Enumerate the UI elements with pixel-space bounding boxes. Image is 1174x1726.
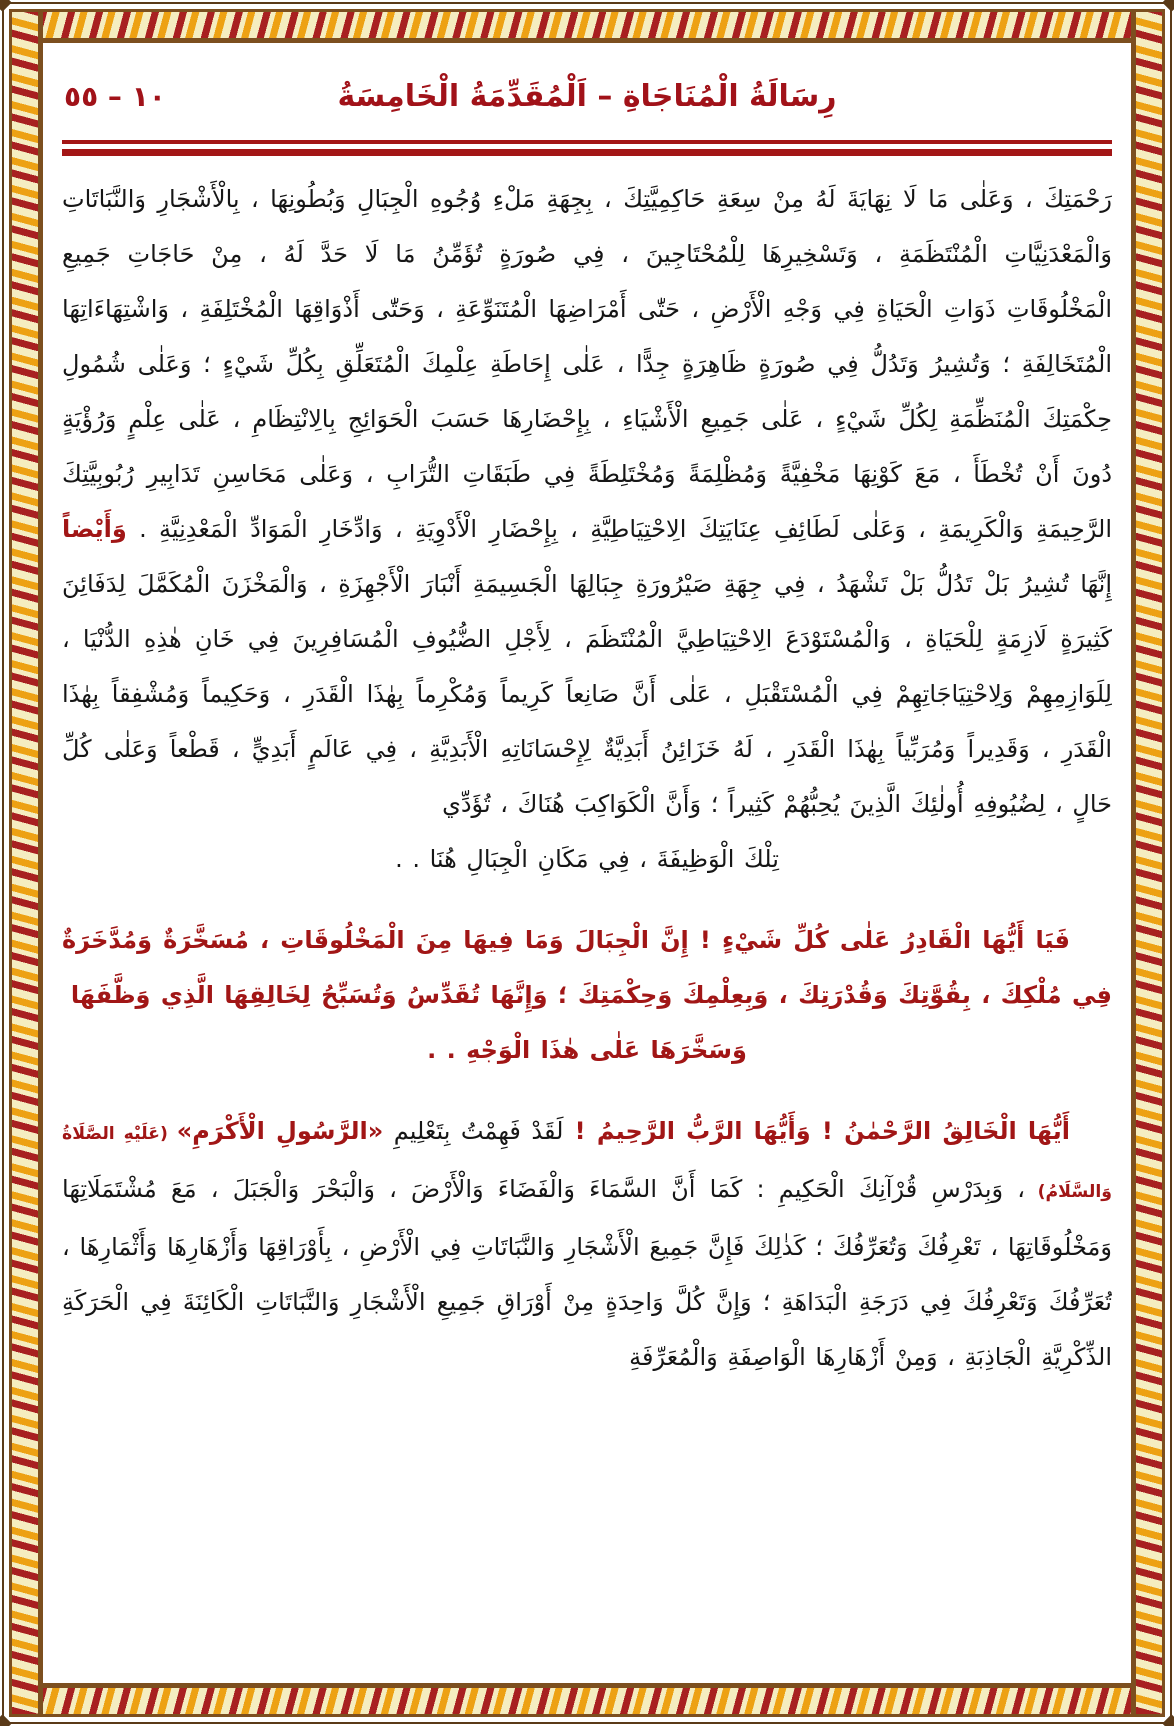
text-segment: وَسَخَّرَهَا عَلٰى هٰذَا الْوَجْهِ . . [427, 1036, 747, 1064]
paragraph-address-to-creator [62, 1104, 1112, 1385]
text-segment: وَأَيْضاً [62, 515, 127, 543]
text-segment: إِنَّهَا تُشِيرُ بَلْ تَدُلُّ بَلْ تَشْهَدُ ، فِي جِهَةِ صَيْرُورَةِ جِبَالِهَا الْجَسِيمَةِ أَنْبَارَ الْأَجْهِزَةِ ، وَالْمَخْزَنَ الْمُكَمَّلَ لِدَفَائِنَ كَثِيرَةٍ لَازِمَةٍ لِلْحَيَاةِ ، وَالْمُسْتَوْدَعَ الِاحْتِيَاطِيَّ الْمُنْتَظَمَ ، لِأَجْلِ الضُّيُوفِ الْمُسَافِرِينَ فِي خَانِ هٰذِهِ الدُّنْيَا ، لِلَوَازِمِهِمْ وَلِاحْتِيَاجَاتِهِمْ فِي الْمُسْتَقْبَلِ ، عَلٰى أَنَّ صَانِعاً كَرِيماً وَمُكْرِماً بِهٰذَا الْقَدَرِ ، وَحَكِيماً وَمُشْفِقاً بِهٰذَا الْقَدَرِ ، وَقَدِيراً وَمُرَبِّياً بِهٰذَا الْقَدَرِ ، لَهُ خَزَائِنُ أَبَدِيَّةٌ لِإِحْسَانَاتِهِ الْأَبَدِيَّةِ ، فِي عَالَمٍ أَبَدِيٍّ ، قَطْعاً وَعَلٰى كُلِّ حَالٍ ، لِضُيُوفِهِ أُولٰئِكَ الَّذِينَ يُحِبُّهُمْ كَثِيراً ؛ وَأَنَّ الْكَوَاكِبَ هُنَاكَ ، تُؤَدِّي [62, 570, 1112, 818]
page-number: ١٠ – ٥٥ [64, 80, 166, 113]
text-segment: «الرَّسُولِ الْأَكْرَمِ» [176, 1117, 384, 1145]
paragraph-opening-tail [62, 832, 1112, 887]
ornamental-border-right [1131, 9, 1165, 1717]
text-segment: رَحْمَتِكَ ، وَعَلٰى مَا لَا نِهَايَةَ لَهُ مِنْ سِعَةِ حَاكِمِيَّتِكَ ، بِجِهَةِ مَلْءِ وُجُوهِ الْجِبَالِ وَبُطُونِهَا ، بِالْأَشْجَارِ وَالنَّبَاتَاتِ وَالْمَعْدَنِيَّاتِ الْمُنْتَظَمَةِ ، وَتَسْخِيرِهَا لِلْمُحْتَاجِينَ ، فِي صُورَةٍ تُؤَمِّنُ مَا لَا حَدَّ لَهُ ، مِنْ حَاجَاتِ جَمِيعِ الْمَخْلُوقَاتِ ذَوَاتِ الْحَيَاةِ فِي وَجْهِ الْأَرْضِ ، حَتّٰى أَمْرَاضِهَا الْمُتَنَوِّعَةِ ، وَحَتّٰى أَذْوَاقِهَا الْمُخْتَلِفَةِ ، وَاشْتِهَاءَاتِهَا الْمُتَخَالِفَةِ ؛ وَتُشِيرُ وَتَدُلُّ فِي صُورَةٍ ظَاهِرَةٍ جِدًّا ، عَلٰى إِحَاطَةِ عِلْمِكَ الْمُتَعَلِّقِ بِكُلِّ شَيْءٍ ؛ وَعَلٰى شُمُولِ حِكْمَتِكَ الْمُنَظِّمَةِ لِكُلِّ شَيْءٍ ، عَلٰى جَمِيعِ الْأَشْيَاءِ ، بِإِحْضَارِهَا حَسَبَ الْحَوَائِجِ بِالِانْتِظَامِ ، عَلٰى عِلْمٍ وَرُؤْيَةٍ دُونَ أَنْ تُخْطَأَ ، مَعَ كَوْنِهَا مَخْفِيَّةً وَمُظْلِمَةً وَمُخْتَلِطَةً فِي طَبَقَاتِ التُّرَابِ ، وَعَلٰى مَحَاسِنِ تَدَابِيرِ رُبُوبِيَّتِكَ الرَّحِيمَةِ وَالْكَرِيمَةِ ، وَعَلٰى لَطَائِفِ عِنَايَتِكَ الِاحْتِيَاطِيَّةِ ، بِإِحْضَارِ الْأَدْوِيَةِ ، وَادِّخَارِ الْمَوَادِّ الْمَعْدِنِيَّةِ . [62, 185, 1112, 543]
page-title: رِسَالَةُ الْمُنَاجَاةِ – اَلْمُقَدِّمَةُ الْخَامِسَةُ [337, 79, 837, 114]
page-content [62, 52, 1112, 1680]
paragraph-opening-continuation [62, 172, 1112, 832]
text-segment: (عَلَيْهِ الصَّلَاةُ وَالسَّلَامُ) [62, 1124, 1112, 1202]
ornamental-border-top [9, 9, 1165, 43]
body-text [62, 172, 1112, 1385]
text-segment: أَيُّهَا الْخَالِقُ الرَّحْمٰنُ ! وَأَيُّهَا الرَّبُّ الرَّحِيمُ ! [563, 1117, 1071, 1145]
text-segment: تِلْكَ الْوَظِيفَةَ ، فِي مَكَانِ الْجِبَالِ هُنَا . . [395, 845, 779, 873]
ornamental-border-bottom [9, 1683, 1165, 1717]
page-header [62, 64, 1112, 130]
ornamental-border-left [9, 9, 43, 1717]
text-segment: لَقَدْ فَهِمْتُ بِتَعْلِيمِ [383, 1117, 564, 1145]
text-segment: فَيَا أَيُّهَا الْقَادِرُ عَلٰى كُلِّ شَيْءٍ ! إِنَّ الْجِبَالَ وَمَا فِيهَا مِنَ الْمَخْلُوقَاتِ ، مُسَخَّرَةٌ وَمُدَّخَرَةٌ فِي مُلْكِكَ ، بِقُوَّتِكَ وَقُدْرَتِكَ ، وَبِعِلْمِكَ وَحِكْمَتِكَ ؛ وَإِنَّهَا تُقَدِّسُ وَتُسَبِّحُ لِخَالِقِهَا الَّذِي وَظَّفَهَا [62, 926, 1112, 1009]
paragraph-supplication-red [62, 913, 1112, 1023]
paragraph-supplication-red-tail [62, 1023, 1112, 1078]
text-segment: ، وَبِدَرْسِ قُرْآنِكَ الْحَكِيمِ : كَمَا أَنَّ السَّمَاءَ وَالْفَضَاءَ وَالْأَرْضَ ، وَالْبَحْرَ وَالْجَبَلَ ، مَعَ مُشْتَمَلَاتِهَا وَمَخْلُوقَاتِهَا ، تَعْرِفُكَ وَتُعَرِّفُكَ ؛ كَذٰلِكَ فَإِنَّ جَمِيعَ الْأَشْجَارِ وَالنَّبَاتَاتِ فِي الْأَرْضِ ، بِأَوْرَاقِهَا وَأَزْهَارِهَا وَأَثْمَارِهَا ، تُعَرِّفُكَ وَتَعْرِفُكَ فِي دَرَجَةِ الْبَدَاهَةِ ؛ وَإِنَّ كُلَّ وَاحِدَةٍ مِنْ أَوْرَاقِ جَمِيعِ الْأَشْجَارِ وَالنَّبَاتَاتِ الْكَائِنَةَ فِي الْحَرَكَةِ الذِّكْرِيَّةِ الْجَاذِبَةِ ، وَمِنْ أَزْهَارِهَا الْوَاصِفَةِ وَالْمُعَرِّفَةِ [62, 1175, 1112, 1371]
header-divider-rule [62, 140, 1112, 156]
